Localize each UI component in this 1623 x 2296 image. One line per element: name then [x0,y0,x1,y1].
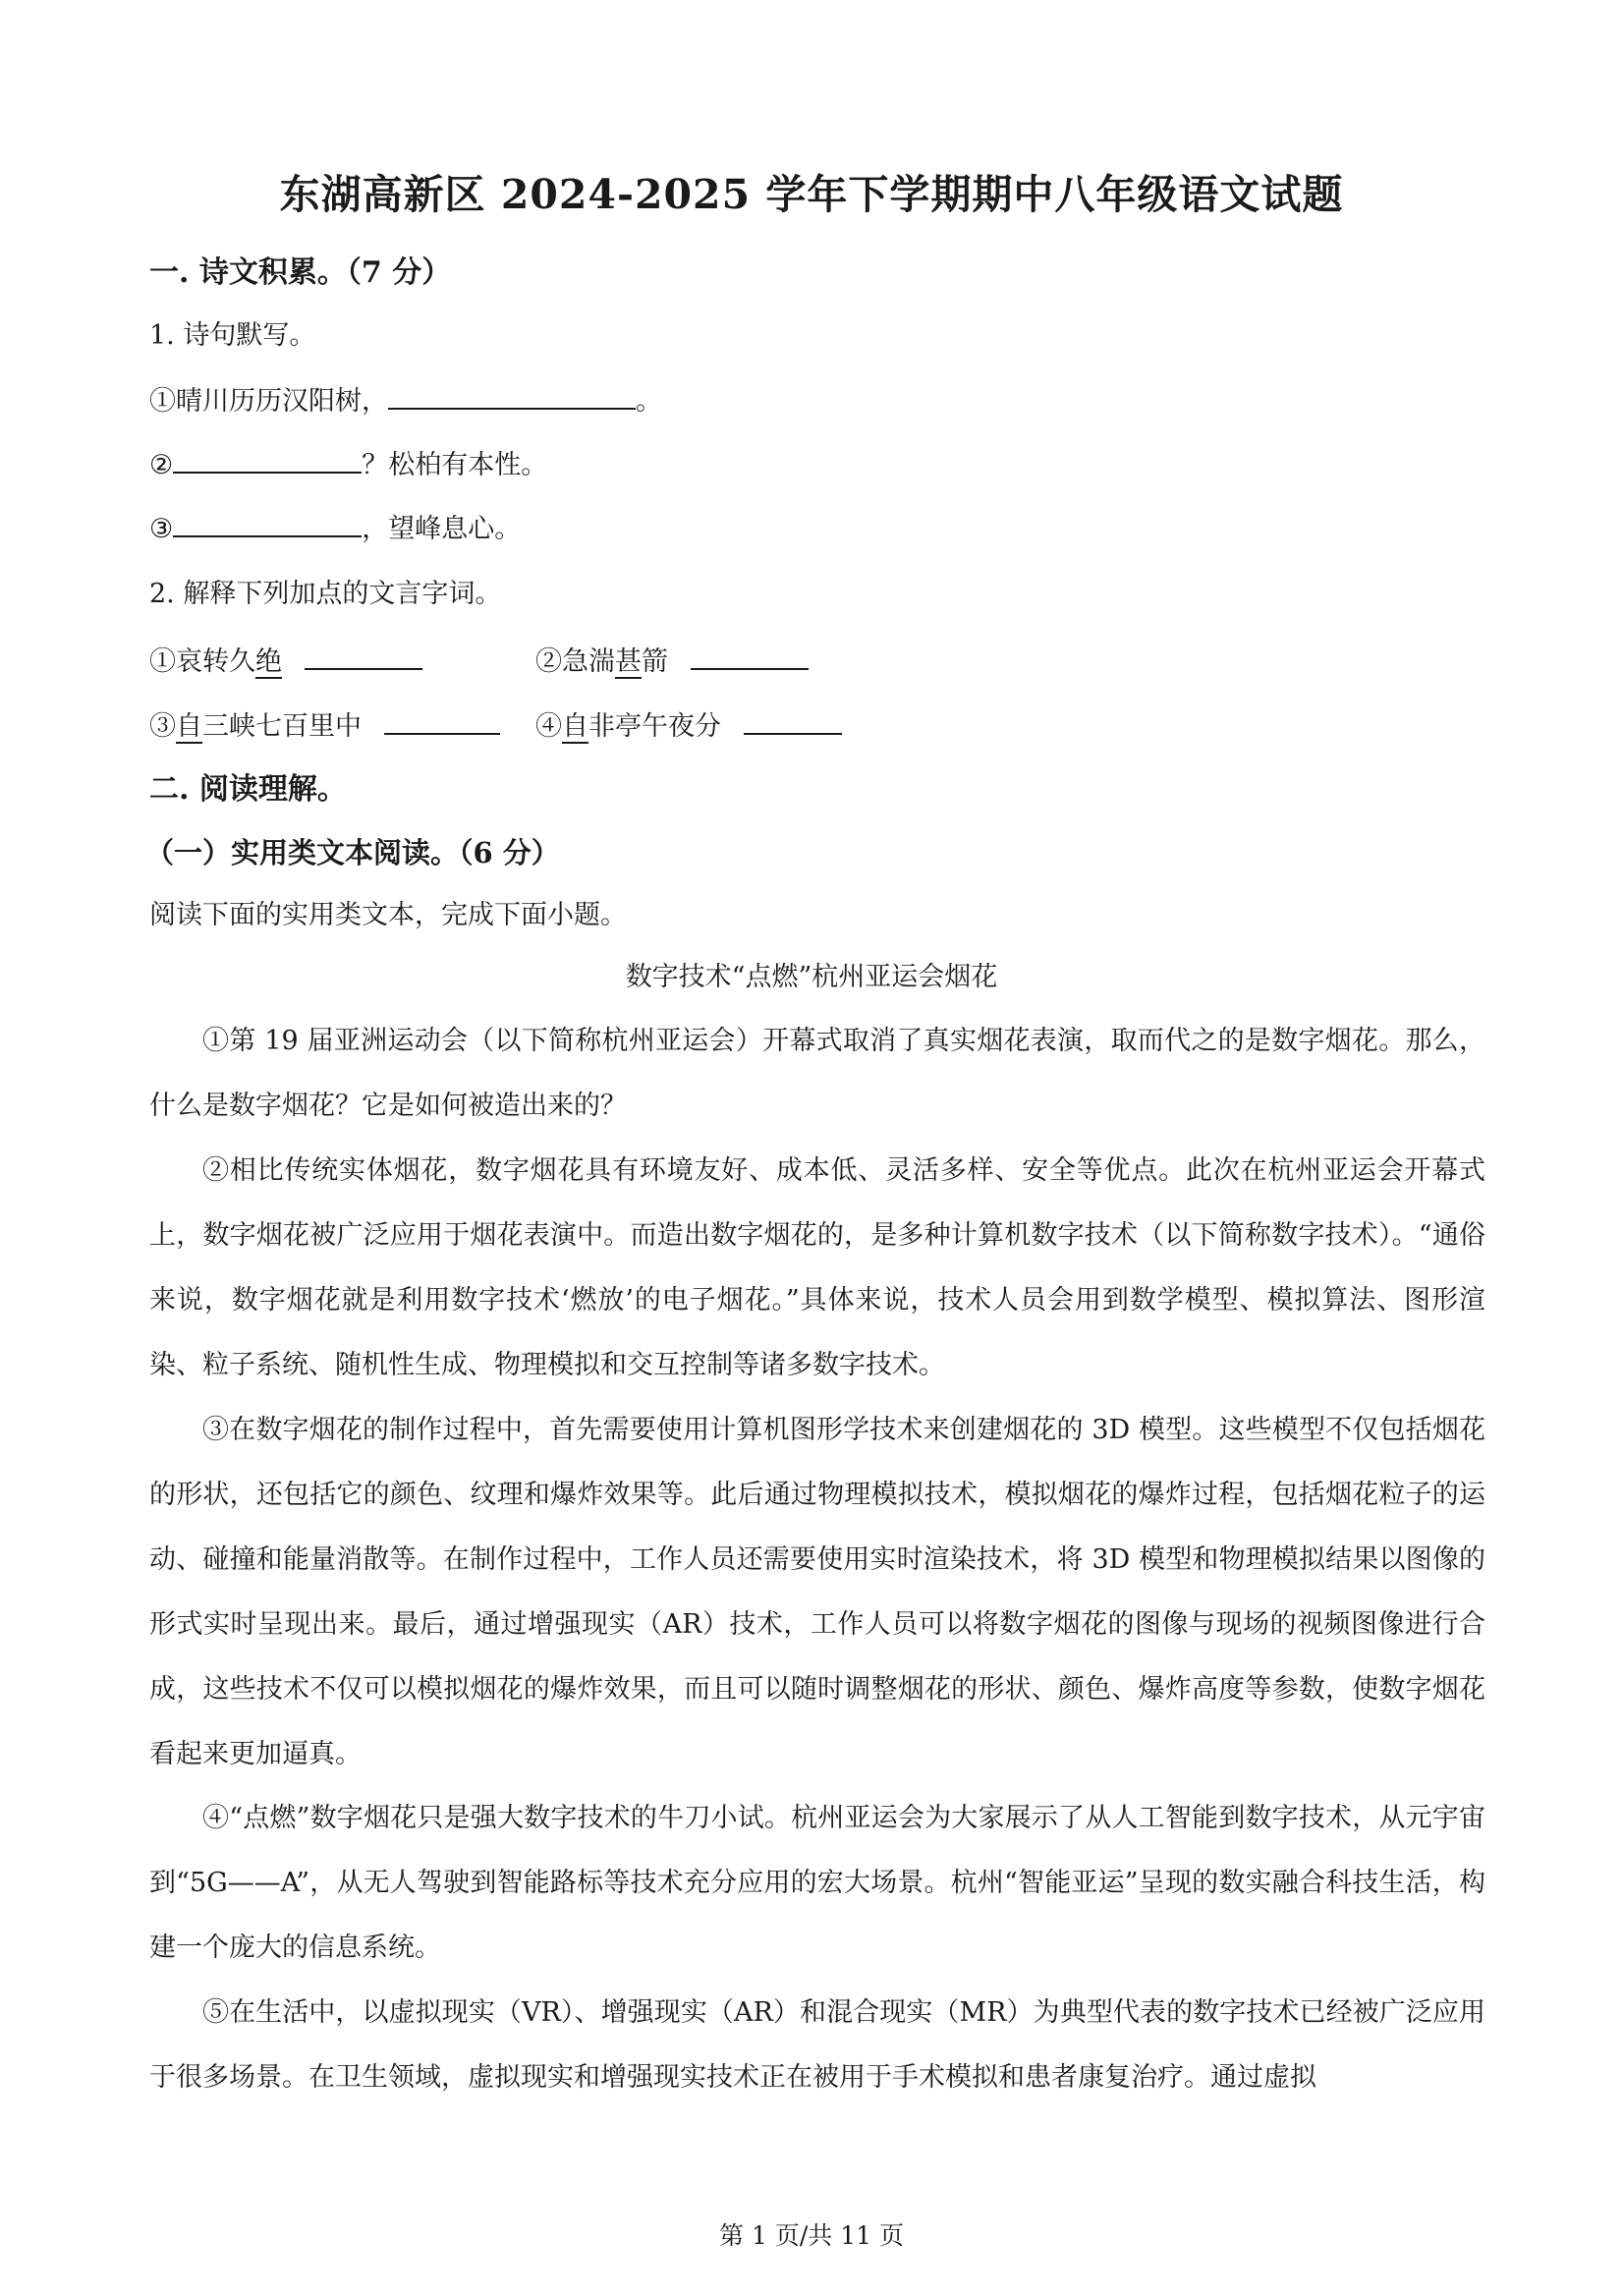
q2-item-d [535,705,842,747]
q2-d-tail: 非亭午夜分 [588,711,721,742]
sub1-heading: （一）实用类文本阅读。（6 分） [145,836,560,869]
q2-item-a [149,641,422,682]
article-title: 数字技术“点燃”杭州亚运会烟花 [625,962,998,992]
answer-blank[interactable] [305,641,422,670]
q1-item3 [149,508,521,549]
answer-blank[interactable] [691,641,809,670]
q1-item3-num: ③ [149,514,174,544]
q2-c-key: 自 [176,711,202,742]
q1-item2-text: ？松柏有本性。 [362,450,548,480]
article-paragraph: ①第 19 届亚洲运动会（以下简称杭州亚运会）开幕式取消了真实烟花表演，取而代之的是数字烟花。那么，什么是数字烟花？它是如何被造出来的？ [149,1026,1485,1121]
q1-item1-text: ①晴川历历汉阳树， [149,386,388,417]
article-paragraph: ⑤在生活中，以虚拟现实（VR）、增强现实（AR）和混合现实（MR）为典型代表的数字技术已经被广泛应用于很多场景。在卫生领域，虚拟现实和增强现实技术正在被用于手术模拟和患者康复治疗。通过虚拟 [149,1997,1485,2093]
q2-a-key: 绝 [255,646,282,677]
q2-b-text: ②急湍 [535,646,615,677]
answer-blank[interactable] [173,508,362,537]
page-title: 东湖高新区 2024-2025 学年下学期期中八年级语文试题 [279,171,1344,218]
q1-item1 [149,380,662,421]
article-paragraph: ③在数字烟花的制作过程中，首先需要使用计算机图形学技术来创建烟花的 3D 模型。这些模型不仅包括烟花的形状，还包括它的颜色、纹理和爆炸效果等。此后通过物理模拟技术，模拟烟花的爆炸过程，包括烟花粒子的运动、碰撞和能量消散等。在制作过程中，工作人员还需要使用实时渲染技术，将 3D 模型和物理模拟结果以图像的形式实时呈现出来。最后，通过增强现实（AR）技术，工作人员可以将数字烟花的图像与现场的视频图像进行合成，这些技术不仅可以模拟烟花的爆炸效果，而且可以随时调整烟花的形状、颜色、爆炸高度等参数，使数字烟花看起来更加逼真。 [149,1415,1485,1769]
section1-heading: 一. 诗文积累。（7 分） [149,255,452,290]
answer-blank[interactable] [173,444,362,474]
q2-c-tail: 三峡七百里中 [202,711,362,742]
answer-blank[interactable] [388,380,636,410]
q1-prompt: 1. 诗句默写。 [149,320,316,351]
reading-instruction: 阅读下面的实用类文本，完成下面小题。 [149,900,627,930]
page-number: 第 1 页/共 11 页 [719,2221,904,2250]
q2-prompt: 2. 解释下列加点的文言字词。 [149,579,502,609]
article-paragraph: ②相比传统实体烟花，数字烟花具有环境友好、成本低、灵活多样、安全等优点。此次在杭州亚运会开幕式上，数字烟花被广泛应用于烟花表演中。而造出数字烟花的，是多种计算机数字技术（以下简称数字技术）。“通俗来说，数字烟花就是利用数字技术‘燃放’的电子烟花。”具体来说，技术人员会用到数学模型、模拟算法、图形渲染、粒子系统、随机性生成、物理模拟和交互控制等诸多数字技术。 [149,1155,1485,1380]
q2-b-tail: 箭 [642,646,668,677]
q2-item-c [149,705,500,747]
q2-d-num: ④ [535,711,562,742]
q2-b-key: 甚 [615,646,642,677]
q1-item2-num: ② [149,450,174,480]
q1-item1-end: 。 [636,386,662,417]
answer-blank[interactable] [744,705,842,735]
q1-item3-text: ，望峰息心。 [362,514,522,544]
q1-item2 [149,444,547,485]
q2-d-key: 自 [562,711,588,742]
answer-blank[interactable] [384,705,500,735]
section2-heading: 二. 阅读理解。 [149,772,347,807]
article-paragraph: ④“点燃”数字烟花只是强大数字技术的牛刀小试。杭州亚运会为大家展示了从人工智能到数字技术，从元宇宙到“5G——A”，从无人驾驶到智能路标等技术充分应用的宏大场景。杭州“智能亚运”呈现的数实融合科技生活，构建一个庞大的信息系统。 [149,1803,1485,1963]
q2-item-b [535,641,809,682]
q2-c-num: ③ [149,711,176,742]
q2-a-text: ①哀转久 [149,646,255,677]
